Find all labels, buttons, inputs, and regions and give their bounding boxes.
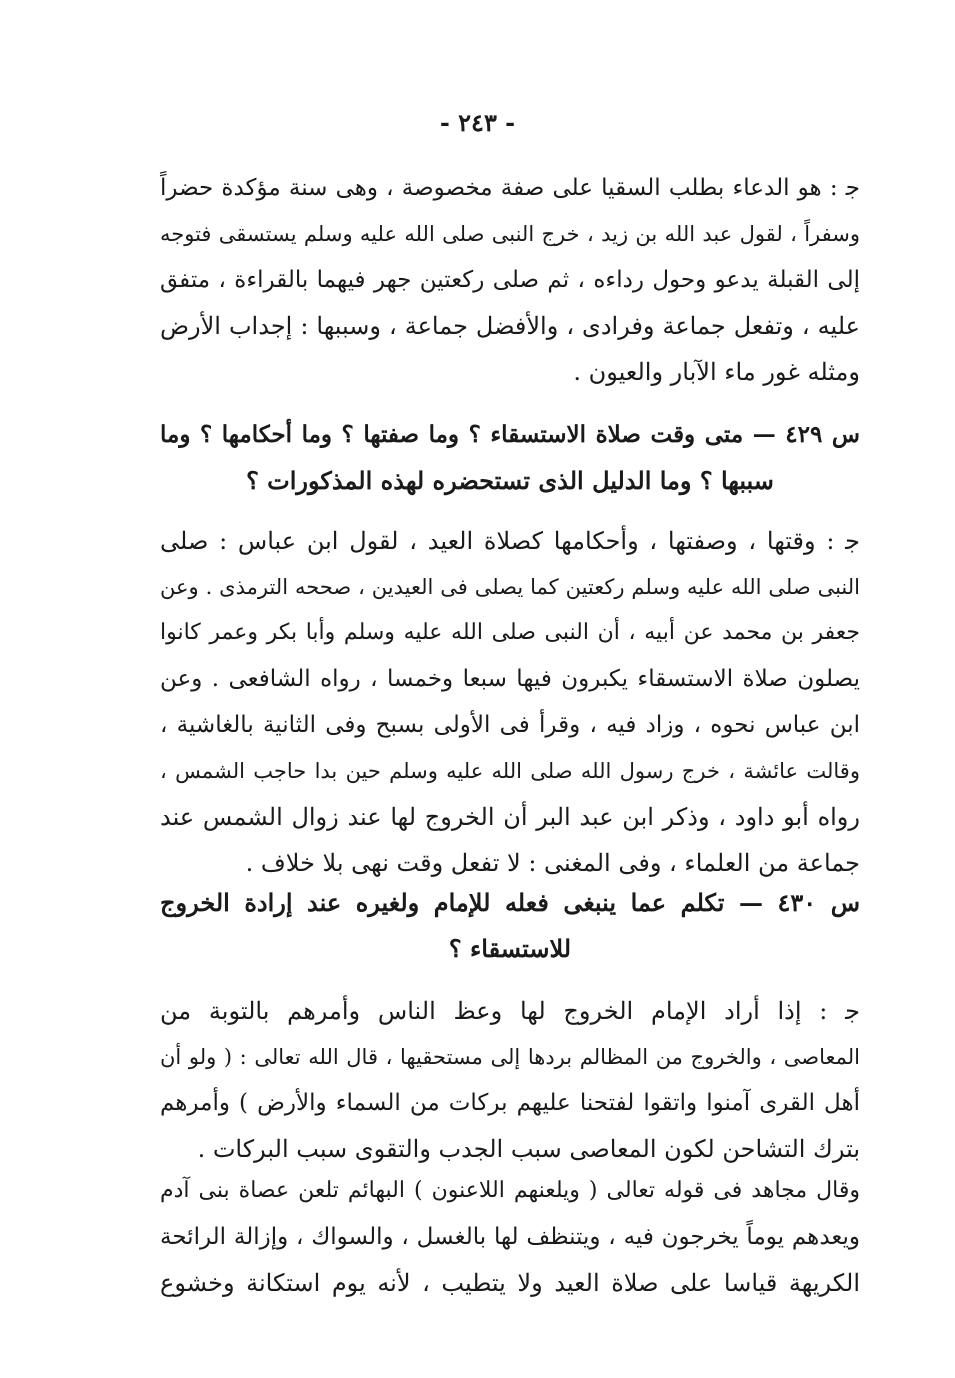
text-line: ﺟ : وقتها ، وصفتها ، وأحكامها كصلاة العيد ، لقول ابن عباس : صلى	[160, 527, 860, 555]
text-line: المعاصى ، والخروج من المظالم بردها إلى مستحقيها ، قال الله تعالى : ( ولو أن	[160, 1045, 860, 1069]
text-line: بترك التشاحن لكون المعاصى سبب الجدب والتقوى سبب البركات .	[197, 1135, 860, 1163]
text-line: ويعدهم يوماً يخرجون فيه ، ويتنظف لها بالغسل ، والسواك ، وإزالة الرائحة	[160, 1224, 860, 1250]
page-number: - ٢٤٣ -	[439, 108, 516, 137]
text-line: الكريهة قياسا على صلاة العيد ولا يتطيب ، لأنه يوم استكانة وخشوع	[160, 1269, 860, 1297]
answer-430-paragraph	[160, 988, 860, 1172]
text-line: ﺟ : هو الدعاء بطلب السقيا على صفة مخصوصة ، وهى سنة مؤكدة حضراً	[160, 175, 860, 201]
text-line: ومثله غور ماء الآبار والعيون .	[573, 358, 860, 386]
text-line: النبى صلى الله عليه وسلم ركعتين كما يصلى فى العيدين ، صححه الترمذى . وعن	[160, 575, 860, 599]
question-line: للاستسقاء ؟	[448, 934, 572, 963]
text-line: وقالت عائشة ، خرج رسول الله صلى الله عليه وسلم حين بدا حاجب الشمس ،	[160, 759, 860, 783]
text-line: إلى القبلة يدعو وحول رداءه ، ثم صلى ركعتين جهر فيهما بالقراءة ، متفق	[160, 267, 860, 293]
answer-428-paragraph	[160, 165, 860, 395]
text-line: وقال مجاهد فى قوله تعالى ( ويلعنهم اللاعنون ) البهائم تلعن عصاة بنى آدم	[160, 1178, 860, 1203]
text-line: ﺟ : إذا أراد الإمام الخروج لها وعظ الناس وأمرهم بالتوبة من	[160, 997, 860, 1025]
mujahid-paragraph	[160, 1168, 860, 1306]
text-line: يصلون صلاة الاستسقاء يكبرون فيها سبعا وخمسا ، رواه الشافعى . وعن	[160, 666, 860, 692]
text-line: رواه أبو داود ، وذكر ابن عبد البر أن الخروج لها عند زوال الشمس عند	[160, 803, 860, 831]
text-line: جماعة من العلماء ، وفى المغنى : لا تفعل وقت نهى بلا خلاف .	[245, 849, 860, 877]
question-429	[160, 412, 860, 504]
question-line: سببها ؟ وما الدليل الذى تستحضره لهذه المذكورات ؟	[246, 466, 774, 495]
text-line: وسفراً ، لقول عبد الله بن زيد ، خرج النبى صلى الله عليه وسلم يستسقى فتوجه	[160, 222, 860, 246]
question-430	[160, 880, 860, 972]
question-line: س ٤٣٠ — تكلم عما ينبغى فعله للإمام ولغيره عند إرادة الخروج	[160, 888, 861, 917]
text-line: أهل القرى آمنوا واتقوا لفتحنا عليهم بركات من السماء والأرض ) وأمرهم	[160, 1090, 860, 1116]
text-line: عليه ، وتفعل جماعة وفرادى ، والأفضل جماعة ، وسببها : إجداب الأرض	[160, 312, 860, 340]
question-line: س ٤٢٩ — متى وقت صلاة الاستسقاء ؟ وما صفتها ؟ وما أحكامها ؟ وما	[160, 421, 860, 448]
answer-429-paragraph	[160, 518, 860, 886]
text-line: ابن عباس نحوه ، وزاد فيه ، وقرأ فى الأولى بسبح وفى الثانية بالغاشية ،	[160, 712, 860, 738]
text-line: جعفر بن محمد عن أبيه ، أن النبى صلى الله عليه وسلم وأبا بكر وعمر كانوا	[160, 620, 860, 645]
